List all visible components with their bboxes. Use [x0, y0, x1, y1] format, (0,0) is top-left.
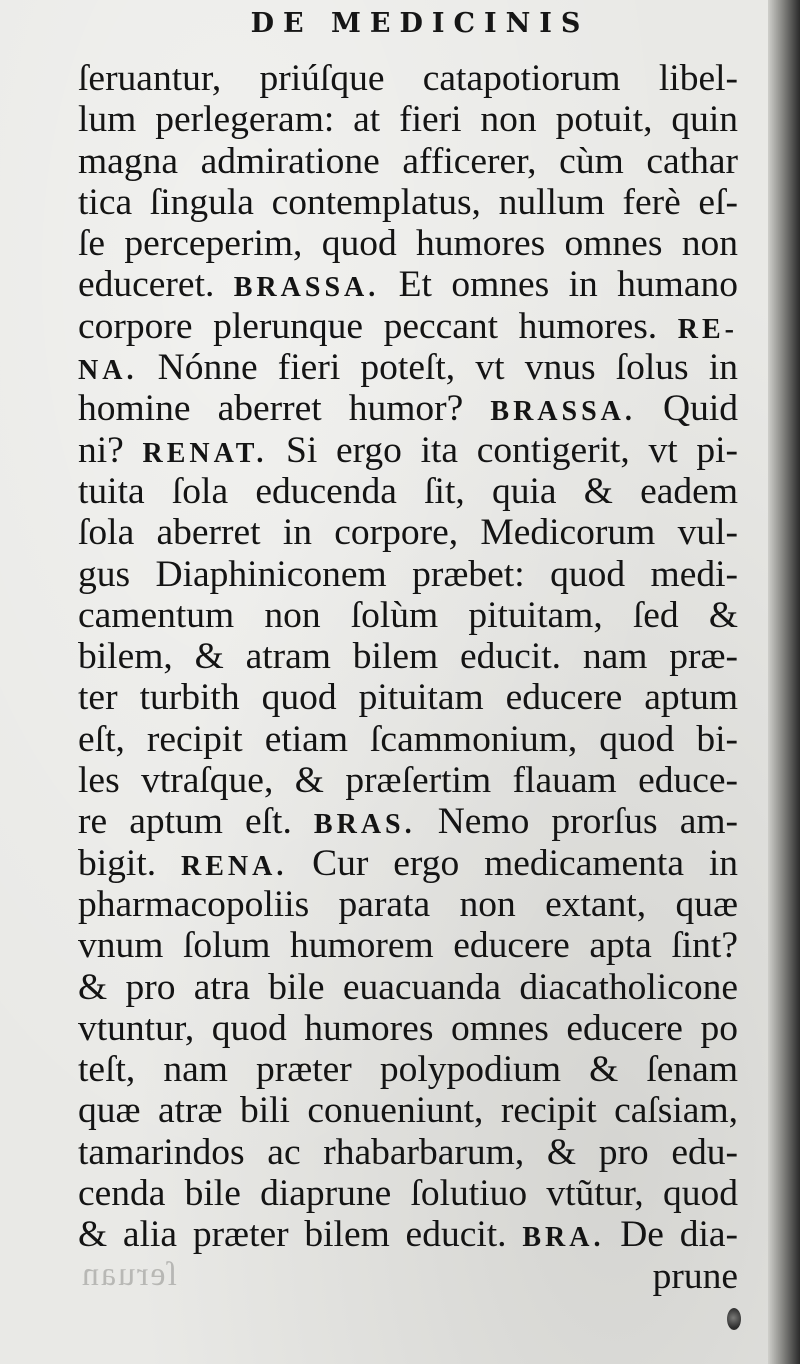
text-line: [78, 1090, 738, 1131]
text-line: [78, 471, 738, 512]
text-segment: ſola aberret in corpore, Medicorum vul-: [78, 512, 738, 554]
text-line: [78, 306, 738, 347]
text-segment: lum perlegeram: at fieri non potuit, quin: [78, 99, 738, 141]
text-segment: cenda bile diaprune ſolutiuo vtũtur, quod: [78, 1173, 738, 1215]
text-segment: tica ſingula contemplatus, nullum ferè eſ-: [78, 181, 738, 223]
text-line: [78, 1214, 738, 1255]
text-line: [78, 760, 738, 801]
text-segment: ni?: [78, 429, 143, 471]
text-segment: De dia-: [604, 1214, 739, 1256]
text-line: [78, 223, 738, 264]
text-segment: homine aberret humor?: [78, 388, 491, 430]
text-line: [78, 182, 738, 223]
text-line: [78, 1132, 738, 1173]
text-line: [78, 636, 738, 677]
text-segment: Cur ergo medicamenta in: [287, 842, 738, 884]
text-segment: Nónne fieri poteſt, vt vnus ſolus in: [137, 347, 738, 389]
text-segment: & alia præter bilem educit.: [78, 1214, 523, 1256]
text-segment: Nemo prorſus am-: [415, 801, 738, 843]
text-line: [78, 512, 738, 553]
text-segment: vtuntur, quod humores omnes educere po: [78, 1007, 738, 1049]
text-line: [78, 58, 738, 99]
speaker-name: RE-: [677, 313, 738, 345]
text-line: [78, 719, 738, 760]
speaker-name: BRAS.: [313, 809, 416, 841]
speaker-name: RENA.: [180, 850, 288, 882]
text-segment: ter turbith quod pituitam educere aptum: [78, 677, 738, 719]
text-segment: re aptum eſt.: [78, 801, 314, 843]
text-segment: vnum ſolum humorem educere apta ſint?: [78, 925, 738, 967]
speaker-name: BRA.: [522, 1222, 605, 1254]
text-segment: tamarindos ac rhabarbarum, & pro edu-: [78, 1131, 738, 1173]
text-segment: ſe perceperim, quod humores omnes non: [78, 223, 738, 265]
speaker-name: BRASSA.: [490, 396, 636, 428]
speaker-name: RENAT.: [142, 437, 268, 469]
text-line: [78, 843, 738, 884]
text-line: [78, 884, 738, 925]
catchword: prune: [652, 1255, 738, 1297]
text-line: [78, 677, 738, 718]
speaker-name: BRASSA.: [233, 272, 380, 304]
text-line: [78, 99, 738, 140]
text-line: [78, 554, 738, 595]
text-segment: Et omnes in humano: [379, 264, 738, 306]
text-segment: bilem, & atram bilem educit. nam præ-: [78, 636, 738, 678]
page-edge-mark: [727, 1308, 741, 1330]
text-segment: teſt, nam præter polypodium & ſenam: [78, 1049, 738, 1091]
text-line: [78, 967, 738, 1008]
text-line: [78, 801, 738, 842]
text-segment: Quid: [635, 388, 738, 430]
text-segment: educeret.: [78, 264, 234, 306]
text-segment: corpore plerunque peccant humores.: [78, 305, 678, 347]
text-segment: magna admiratione afficerer, cùm cathar: [78, 140, 738, 182]
text-segment: camentum non ſolùm pituitam, ſed &: [78, 594, 738, 636]
text-line: [78, 430, 738, 471]
text-segment: les vtraſque, & præſertim flauam educe-: [78, 760, 738, 802]
text-segment: tuita ſola educenda ſit, quia & eadem: [78, 470, 738, 512]
text-line: [78, 1173, 738, 1214]
text-line: [78, 1049, 738, 1090]
text-segment: gus Diaphiniconem præbet: quod medi-: [78, 553, 738, 595]
text-segment: eſt, recipit etiam ſcammonium, quod bi-: [78, 718, 738, 760]
text-line: [78, 388, 738, 429]
show-through-ghost-text: ſeruan: [80, 1256, 177, 1293]
running-head: DE MEDICINIS: [250, 8, 590, 39]
text-segment: quæ atræ bili conueniunt, recipit caſsiam,: [78, 1090, 738, 1132]
text-segment: & pro atra bile euacuanda diacatholicone: [78, 966, 738, 1008]
text-segment: bigit.: [78, 842, 181, 884]
speaker-name: NA.: [78, 355, 138, 387]
text-block: [78, 58, 738, 1297]
text-line: [78, 141, 738, 182]
text-line: [78, 264, 738, 305]
text-segment: pharmacopoliis parata non extant, quæ: [78, 883, 738, 925]
text-segment: ſeruantur, priúſque catapotiorum libel-: [78, 58, 738, 99]
text-line: [78, 347, 738, 388]
text-line: [78, 1008, 738, 1049]
text-line: [78, 925, 738, 966]
text-line: [78, 595, 738, 636]
binding-gutter: [768, 0, 800, 1364]
text-segment: Si ergo ita contigerit, vt pi-: [267, 429, 738, 471]
